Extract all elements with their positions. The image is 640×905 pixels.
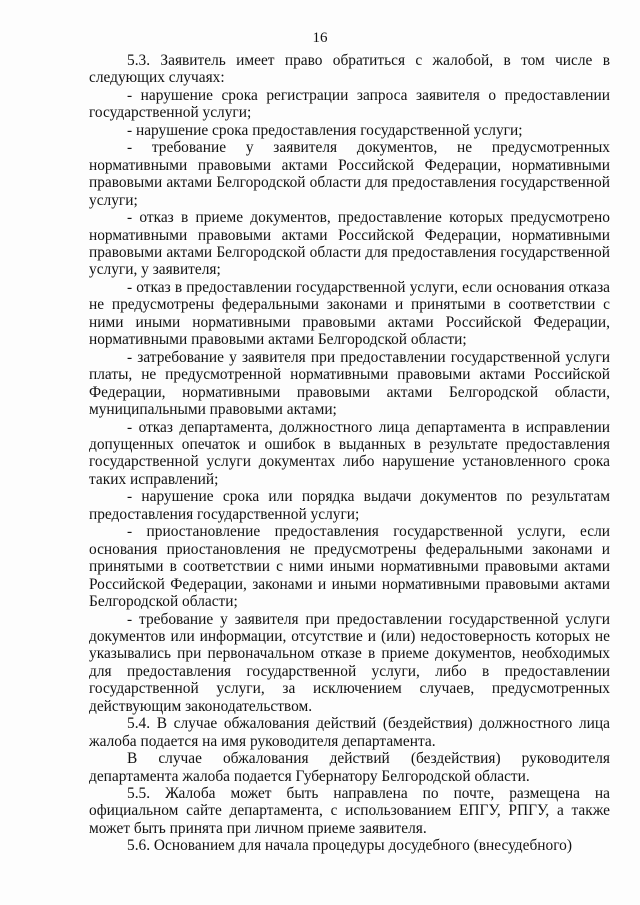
list-item-refusal-service: - отказ в предоставлении государственной услуги, если основания отказа не предусмотрены федеральными законами и принятыми в соответствии с ними иными нормативными правовыми актами Российской Федерации, нормативными правовыми актами Белгородской области; (89, 278, 610, 349)
paragraph-5-6: 5.6. Основанием для начала процедуры досудебного (внесудебного) (127, 837, 572, 855)
list-item-service-deadline: - нарушение срока предоставления государственной услуги; (127, 121, 523, 139)
list-item-registration-deadline: - нарушение срока регистрации запроса заявителя о предоставлении государственной услуги; (89, 86, 610, 122)
page-number: 16 (312, 30, 328, 46)
document-body (89, 52, 610, 855)
paragraph-5-4-governor: В случае обжалования действий (бездействия) руководителя департамента жалоба подается Губернатору Белгородской области. (89, 750, 610, 785)
list-item-suspension: - приостановление предоставления государственной услуги, если основания приостановления не предусмотрены федеральными законами и принятыми в соответствии с ними иными нормативными правовыми актами Российской Федерации, законами и иными нормативными правовыми актами Белгородской области; (89, 523, 610, 611)
list-item-document-requirement: - требование у заявителя документов, не предусмотренных нормативными правовыми актами Российской Федерации, нормативными правовыми актами Белгородской области для предоставления государственной услуги; (89, 139, 610, 209)
list-item-payment-demand: - затребование у заявителя при предоставлении государственной услуги платы, не предусмотренной нормативными правовыми актами Российской Федерации, нормативными правовыми актами Белгородской области, муниципальными правовыми актами; (89, 348, 610, 419)
list-item-correction-refusal: - отказ департамента, должностного лица департамента в исправлении допущенных опечаток и ошибок в выданных в результате предоставления государственной услуги документах либо нарушение установленного срока таких исправлений; (89, 418, 610, 488)
paragraph-5-3: 5.3. Заявитель имеет право обратиться с жалобой, в том числе в следующих случаях: (89, 52, 610, 87)
list-item-refusal-acceptance: - отказ в приеме документов, предоставление которых предусмотрено нормативными правовыми актами Российской Федерации, нормативными правовыми актами Белгородской области для предоставления государственной услуги, у заявителя; (89, 209, 610, 279)
list-item-information-requirement: - требование у заявителя при предоставлении государственной услуги документов или информации, отсутствие и (или) недостоверность которых не указывались при первоначальном отказе в приеме документов, необходимых для предоставления государственной услуги, либо в предоставлении государственной услуги, за исключением случаев, предусмотренных действующим законодательством. (89, 610, 610, 715)
list-item-issuance-violation: - нарушение срока или порядка выдачи документов по результатам предоставления государственной услуги; (89, 488, 610, 523)
paragraph-5-4: 5.4. В случае обжалования действий (бездействия) должностного лица жалоба подается на имя руководителя департамента. (89, 715, 610, 750)
paragraph-5-5: 5.5. Жалоба может быть направлена по почте, размещена на официальном сайте департамента, с использованием ЕПГУ, РПГУ, а также может быть принята при личном приеме заявителя. (89, 785, 610, 837)
